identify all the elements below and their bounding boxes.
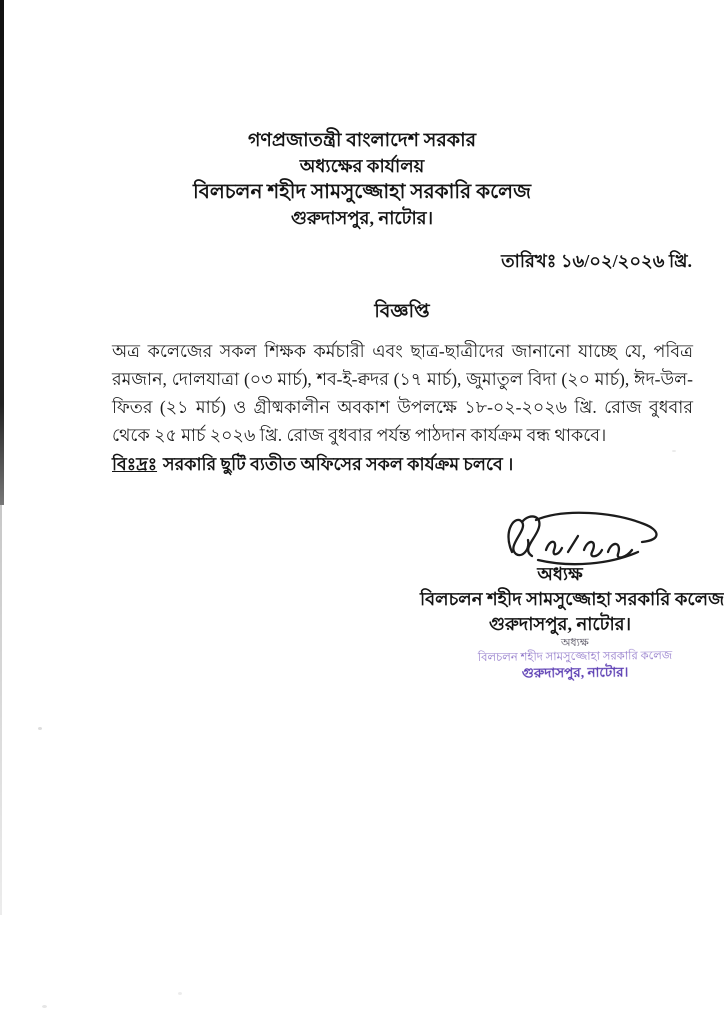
scan-speck xyxy=(38,727,42,730)
signature-organization: বিলচলন শহীদ সামসুজ্জোহা সরকারি কলেজ xyxy=(420,589,724,609)
scan-edge-artifact xyxy=(0,0,4,505)
handwritten-signature xyxy=(492,508,672,570)
stamp-location: গুরুদাসপুর, নাটোর। xyxy=(521,664,629,681)
signature-location: গুরুদাসপুর, নাটোর। xyxy=(488,614,632,634)
scan-speck xyxy=(178,992,182,995)
date-line: তারিখঃ ১৬/০২/২০২৬ খ্রি. xyxy=(501,251,692,271)
letterhead-government: গণপ্রজাতন্ত্রী বাংলাদেশ সরকার xyxy=(247,130,477,151)
letterhead-college-name: বিলচলন শহীদ সামসুজ্জোহা সরকারি কলেজ xyxy=(193,181,531,203)
notice-title: বিজ্ঞপ্তি xyxy=(374,301,430,322)
note-text: সরকারি ছুটি ব্যতীত অফিসের সকল কার্যক্রম চলবে । xyxy=(163,454,514,474)
signature-block xyxy=(420,562,724,637)
scan-edge-artifact-faint xyxy=(0,505,2,915)
stamp-college-name: বিলচলন শহীদ সামসুজ্জোহা সরকারি কলেজ xyxy=(477,649,673,665)
stamp-designation: অধ্যক্ষ xyxy=(560,636,589,650)
notice-body: অত্র কলেজের সকল শিক্ষক কর্মচারী এবং ছাত্র-ছাত্রীদের জানানো যাচ্ছে যে, পবিত্র রমজান, দোলযাত্রা (০৩ মার্চ), শব-ই-ক্বদর (১৭ মার্চ), জুমাতুল বিদা (২০ মার্চ), ঈদ-উল-ফিতর (২১ মার্চ) ও গ্রীষ্মকালীন অবকাশ উপলক্ষে ১৮-০২-২০২৬ খ্রি. রোজ বুধবার থেকে ২৫ মার্চ ২০২৬ খ্রি. রোজ বুধবার পর্যন্ত পাঠদান কার্যক্রম বন্ধ থাকবে। xyxy=(112,341,693,445)
letterhead xyxy=(0,128,724,231)
note-label: বিঃদ্রঃ xyxy=(112,454,158,474)
office-stamp xyxy=(450,636,700,683)
note-line xyxy=(112,452,693,481)
scan-speck xyxy=(42,1005,47,1008)
letterhead-location: গুরুদাসপুর, নাটোর। xyxy=(290,208,434,228)
letterhead-office: অধ্যক্ষের কার্যালয় xyxy=(299,156,425,176)
signature-designation: অধ্যক্ষ xyxy=(537,564,583,584)
